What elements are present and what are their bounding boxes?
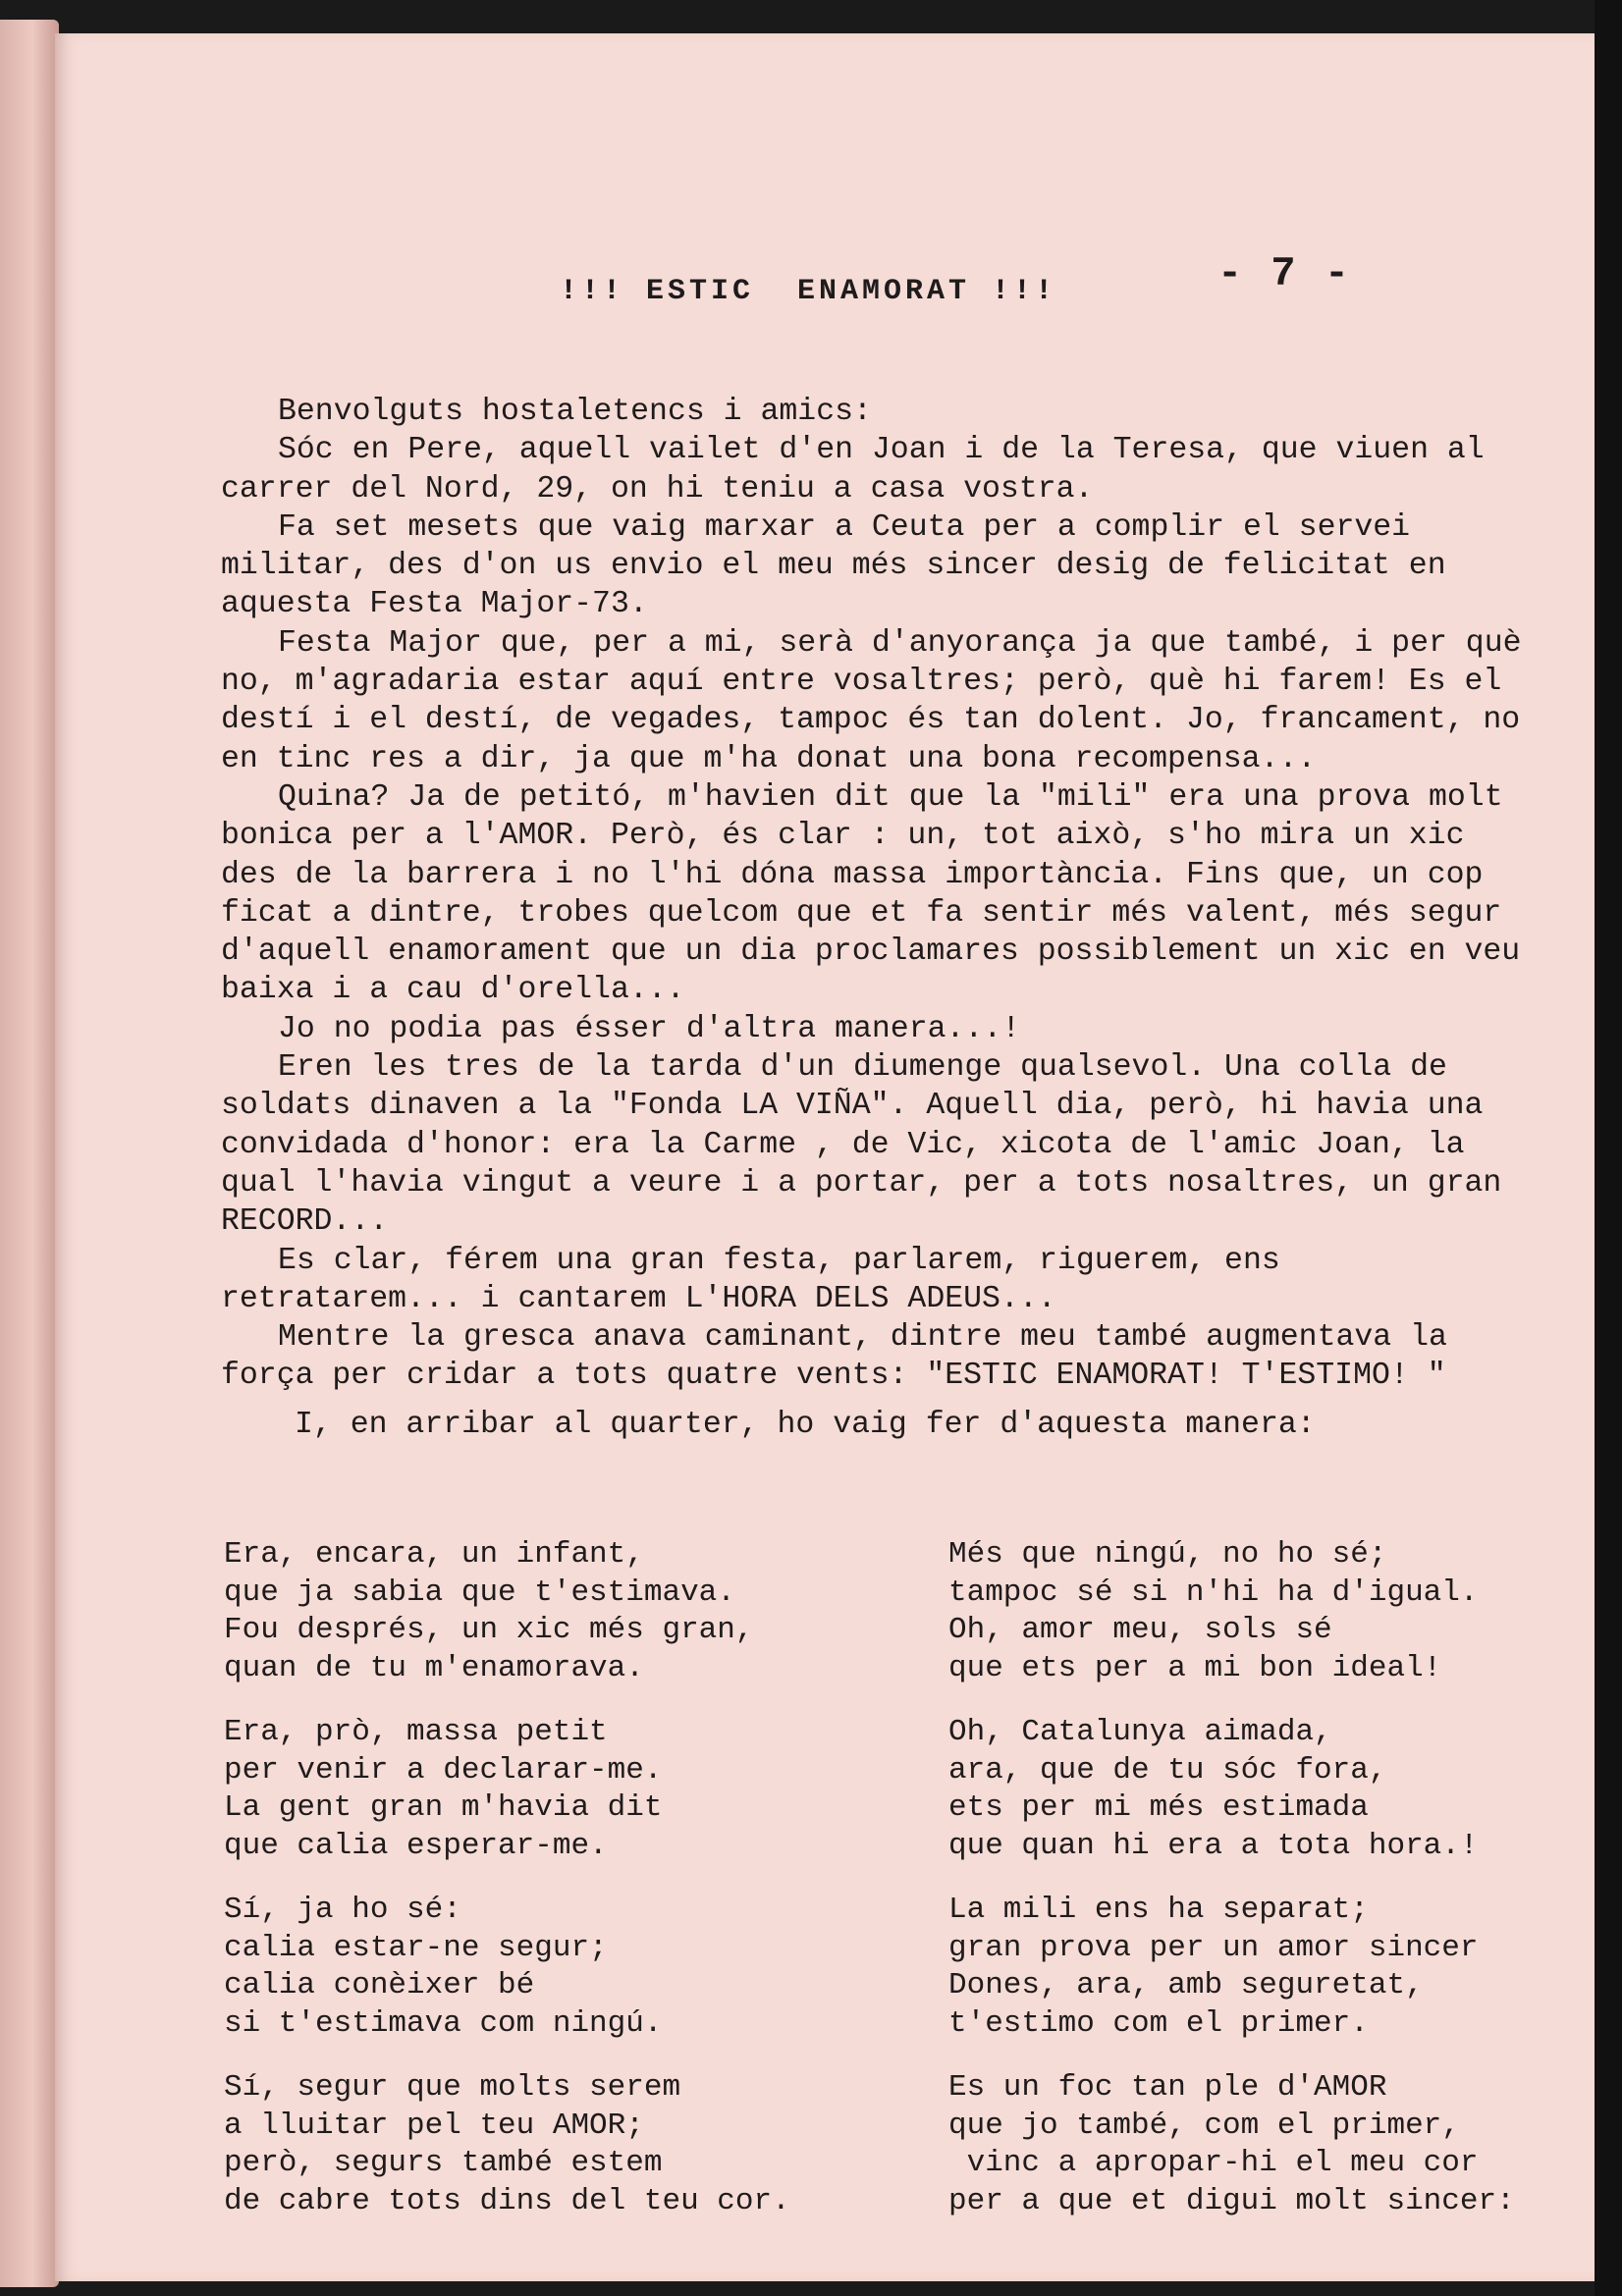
paragraph: Festa Major que, per a mi, serà d'anyorança ja que també, i per què no, m'agradaria estar aquí entre vosaltres; però, què hi farem! Es el destí i el destí, de vegades, tampoc és tan dolent. Jo, francament, no en tinc res a dir, ja que m'ha donat una bona recompensa... <box>221 625 1522 776</box>
verse-line: La mili ens ha separat; <box>948 1893 1369 1927</box>
stanza <box>224 2069 790 2220</box>
adjacent-page-edge <box>0 20 59 2287</box>
paragraph: Fa set mesets que vaig marxar a Ceuta per a complir el servei militar, des d'on us envio el meu més sincer desig de felicitat en aquesta Festa Major-73. <box>221 509 1446 622</box>
verse-line: que calia esperar-me. <box>224 1828 608 1863</box>
stanza <box>948 1714 1515 1865</box>
verse-line: a lluitar pel teu AMOR; <box>224 2108 644 2143</box>
verse-line: Era, encara, un infant, <box>224 1537 644 1572</box>
verse-line: de cabre tots dins del teu cor. <box>224 2183 790 2218</box>
stanza <box>224 1714 790 1865</box>
verse-line: que jo també, com el primer, <box>948 2108 1460 2143</box>
paragraph: Sóc en Pere, aquell vailet d'en Joan i de la Teresa, que viuen al carrer del Nord, 29, on hi teniu a casa vostra. <box>221 433 1485 507</box>
verse-line: però, segurs també estem <box>224 2146 663 2180</box>
verse-line: Oh, Catalunya aimada, <box>948 1715 1332 1749</box>
verse-line: que ets per a mi bon ideal! <box>948 1650 1442 1685</box>
verse-line: calia conèixer bé <box>224 1968 535 2002</box>
stanza <box>948 1892 1515 2043</box>
verse-line: gran prova per un amor sincer <box>948 1930 1479 1965</box>
scan-border <box>1595 0 1622 2296</box>
verse-line: Oh, amor meu, sols sé <box>948 1613 1332 1647</box>
verse-line: vinc a apropar-hi el meu cor <box>948 2146 1479 2180</box>
verse-line: que ja sabia que t'estimava. <box>224 1575 735 1610</box>
verse-line: per a que et digui molt sincer: <box>948 2183 1515 2218</box>
stanza <box>224 1892 790 2043</box>
stanza <box>948 1536 1515 1687</box>
verse-line: quan de tu m'enamorava. <box>224 1650 644 1685</box>
verse-line: Es un foc tan ple d'AMOR <box>948 2070 1387 2105</box>
verse-line: Era, prò, massa petit <box>224 1715 608 1749</box>
paragraph: Quina? Ja de petitó, m'havien dit que la "mili" era una prova molt bonica per a l'AMOR. Però, és clar : un, tot això, s'ho mira un xic des de la barrera i no l'hi dóna massa importància. Fins que, un cop ficat a dintre, trobes quelcom que et fa sentir més valent, més segur d'aquell enamorament que un dia proclamares possiblement un xic en veu baixa i a cau d'orella... <box>221 779 1521 1008</box>
paragraph: Eren les tres de la tarda d'un diumenge qualsevol. Una colla de soldats dinaven a la "Fonda LA VIÑA". Aquell dia, però, hi havia una convidada d'honor: era la Carme , de Vic, xicota de l'amic Joan, la qual l'havia vingut a veure i a portar, per a tots nosaltres, un gran RECORD... <box>221 1050 1502 1240</box>
verse-line: que quan hi era a tota hora.! <box>948 1828 1479 1863</box>
poem-left-column <box>224 1536 790 2247</box>
paragraph: Mentre la gresca anava caminant, dintre meu també augmentava la força per cridar a tots quatre vents: "ESTIC ENAMORAT! T'ESTIMO! " <box>221 1320 1447 1394</box>
verse-line: t'estimo com el primer. <box>948 2005 1369 2041</box>
verse-line: Més que ningú, no ho sé; <box>948 1537 1387 1572</box>
verse-line: Fou després, un xic més gran, <box>224 1613 754 1647</box>
stanza <box>224 1536 790 1687</box>
verse-line: calia estar-ne segur; <box>224 1930 608 1965</box>
paragraph: Jo no podia pas ésser d'altra manera...! <box>278 1011 1021 1046</box>
verse-line: ara, que de tu sóc fora, <box>948 1752 1387 1788</box>
verse-line: Dones, ara, amb seguretat, <box>948 1968 1424 2002</box>
verse-line: per venir a declarar-me. <box>224 1752 663 1788</box>
verse-line: La gent gran m'havia dit <box>224 1790 663 1825</box>
verse-line: Sí, ja ho sé: <box>224 1893 461 1927</box>
article-body <box>221 393 1527 1444</box>
verse-line: si t'estimava com ningú. <box>224 2005 663 2041</box>
greeting: Benvolguts hostaletencs i amics: <box>278 395 872 429</box>
verse-line: tampoc sé si n'hi ha d'igual. <box>948 1575 1479 1610</box>
article-title: !!! ESTIC ENAMORAT !!! <box>560 275 1057 308</box>
poem-intro: I, en arribar al quarter, ho vaig fer d'aquesta manera: <box>295 1407 1316 1442</box>
page-number: - 7 - <box>1217 250 1352 297</box>
poem-right-column <box>948 1536 1515 2247</box>
verse-line: ets per mi més estimada <box>948 1790 1369 1825</box>
verse-line: Sí, segur que molts serem <box>224 2070 681 2105</box>
stanza <box>948 2069 1515 2220</box>
paragraph: Es clar, férem una gran festa, parlarem, riguerem, ens retratarem... i cantarem L'HORA DELS ADEUS... <box>221 1243 1280 1316</box>
